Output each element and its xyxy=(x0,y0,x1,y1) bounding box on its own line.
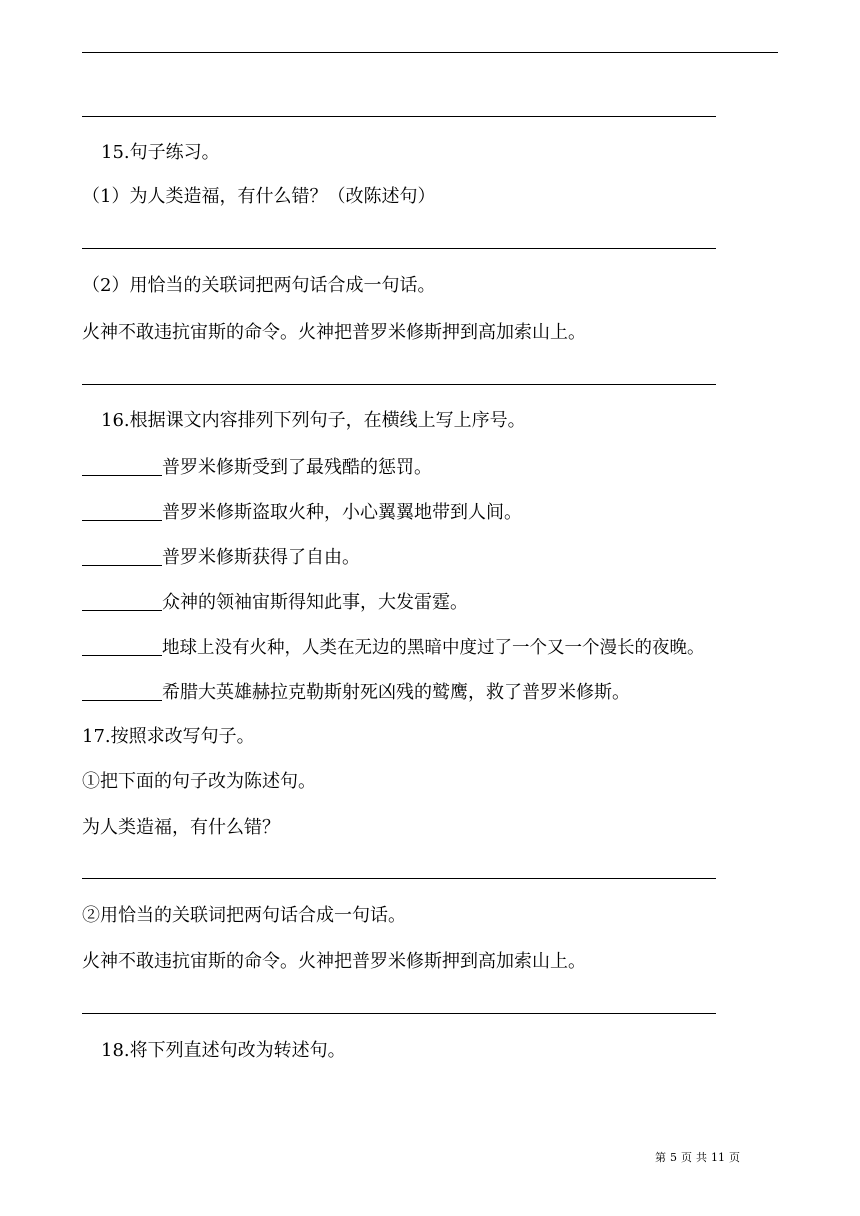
list-item-text: 希腊大英雄赫拉克勒斯射死凶残的鹫鹰，救了普罗米修斯。 xyxy=(162,682,630,703)
page-number: 5 xyxy=(670,1151,677,1164)
order-blank[interactable] xyxy=(82,635,162,656)
order-blank[interactable] xyxy=(82,545,162,566)
footer-text: 共 xyxy=(696,1151,707,1164)
question-15-sub1: （1）为人类造福，有什么错？（改陈述句） xyxy=(82,186,436,207)
list-item-text: 普罗米修斯受到了最残酷的惩罚。 xyxy=(162,457,432,478)
order-blank[interactable] xyxy=(82,590,162,611)
question-17-sentence2: 火神不敢违抗宙斯的命令。火神把普罗米修斯押到高加索山上。 xyxy=(82,951,586,972)
answer-line xyxy=(82,116,716,117)
list-item-text: 众神的领袖宙斯得知此事，大发雷霆。 xyxy=(162,592,468,613)
order-blank[interactable] xyxy=(82,680,162,701)
question-18-title: 18.将下列直述句改为转述句。 xyxy=(101,1040,346,1061)
list-item xyxy=(82,590,468,615)
answer-line xyxy=(82,248,716,249)
answer-line xyxy=(82,1013,716,1014)
answer-line xyxy=(82,384,716,385)
answer-line xyxy=(82,878,716,879)
list-item-text: 普罗米修斯获得了自由。 xyxy=(162,547,360,568)
list-item-text: 地球上没有火种，人类在无边的黑暗中度过了一个又一个漫长的夜晚。 xyxy=(162,638,705,658)
list-item xyxy=(82,500,522,525)
question-17-title: 17.按照求改写句子。 xyxy=(82,726,255,747)
question-16-title: 16.根据课文内容排列下列句子，在横线上写上序号。 xyxy=(101,410,526,431)
order-blank[interactable] xyxy=(82,500,162,521)
question-17-sentence1: 为人类造福，有什么错？ xyxy=(82,817,280,838)
answer-line xyxy=(82,52,778,53)
question-17-sub2: ②用恰当的关联词把两句话合成一句话。 xyxy=(82,905,406,926)
page-footer xyxy=(655,1150,744,1166)
question-15-title: 15.句子练习。 xyxy=(101,142,220,163)
list-item xyxy=(82,635,705,660)
order-blank[interactable] xyxy=(82,455,162,476)
footer-text: 页 xyxy=(681,1151,692,1164)
footer-text: 页 xyxy=(729,1151,740,1164)
question-17-sub1: ①把下面的句子改为陈述句。 xyxy=(82,771,316,792)
list-item xyxy=(82,545,360,570)
list-item xyxy=(82,455,432,480)
list-item xyxy=(82,680,630,705)
total-pages: 11 xyxy=(711,1151,725,1164)
question-15-sub2: （2）用恰当的关联词把两句话合成一句话。 xyxy=(82,275,436,296)
footer-text: 第 xyxy=(655,1151,666,1164)
list-item-text: 普罗米修斯盗取火种，小心翼翼地带到人间。 xyxy=(162,502,522,523)
question-15-sentence: 火神不敢违抗宙斯的命令。火神把普罗米修斯押到高加索山上。 xyxy=(82,322,586,343)
